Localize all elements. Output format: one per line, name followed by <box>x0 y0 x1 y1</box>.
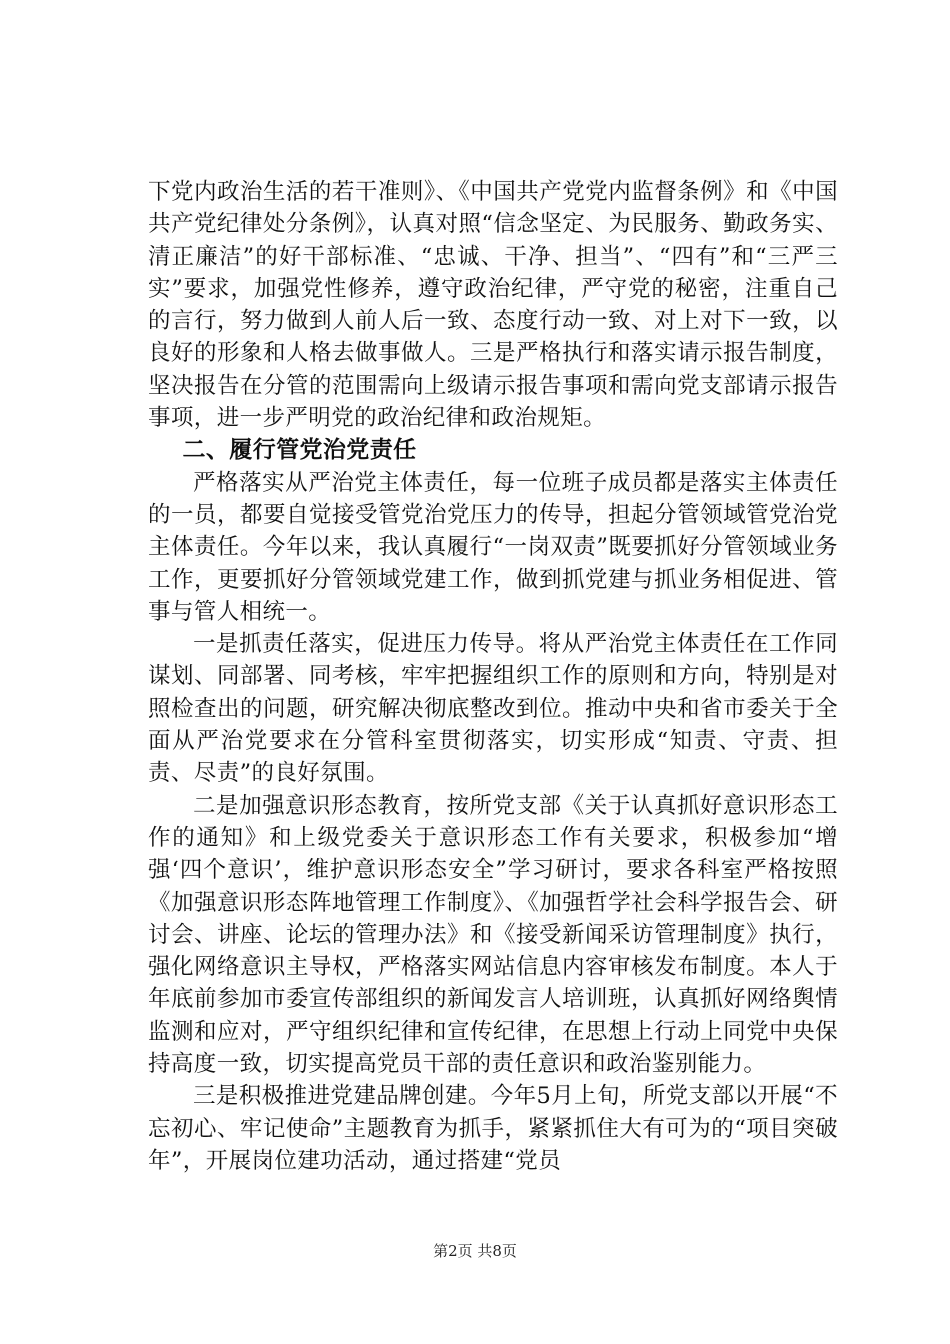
paragraph: 三是积极推进党建品牌创建。今年5月上旬，所党支部以开展“不忘初心、牢记使命”主题教育为抓手，紧紧抓住大有可为的“项目突破年”，开展岗位建功活动，通过搭建“党员 <box>148 1083 838 1174</box>
section-heading: 二、履行管党治党责任 <box>182 437 417 464</box>
paragraph: 严格落实从严治党主体责任，每一位班子成员都是落实主体责任的一员，都要自觉接受管党治党压力的传导，担起分管领域管党治党主体责任。今年以来，我认真履行“一岗双责”既要抓好分管领域业务工作，更要抓好分管领域党建工作，做到抓党建与抓业务相促进、管事与管人相统一。 <box>148 469 838 625</box>
page-number-footer: 第2页 共8页 <box>433 1242 517 1260</box>
paragraph-continuation: 下党内政治生活的若干准则》、《中国共产党党内监督条例》和《中国共产党纪律处分条例》，认真对照“信念坚定、为民服务、勤政务实、清正廉洁”的好干部标准、“忠诚、干净、担当”、“四有”和“三严三实”要求，加强党性修养，遵守政治纪律，严守党的秘密，注重自己的言行，努力做到人前人后一致、态度行动一致、对上对下一致，以良好的形象和人格去做事做人。三是严格执行和落实请示报告制度，坚决报告在分管的范围需向上级请示报告事项和需向党支部请示报告事项，进一步严明党的政治纪律和政治规矩。 <box>148 179 838 432</box>
document-body <box>148 176 838 1177</box>
paragraph: 二是加强意识形态教育，按所党支部《关于认真抓好意识形态工作的通知》和上级党委关于意识形态工作有关要求，积极参加“增强‘四个意识’，维护意识形态安全”学习研讨，要求各科室严格按照《加强意识形态阵地管理工作制度》、《加强哲学社会科学报告会、研讨会、讲座、论坛的管理办法》和《接受新闻采访管理制度》执行，强化网络意识主导权，严格落实网站信息内容审核发布制度。本人于年底前参加市委宣传部组织的新闻发言人培训班，认真抓好网络舆情监测和应对，严守组织纪律和宣传纪律，在思想上行动上同党中央保持高度一致，切实提高党员干部的责任意识和政治鉴别能力。 <box>148 792 838 1078</box>
paragraph: 一是抓责任落实，促进压力传导。将从严治党主体责任在工作同谋划、同部署、同考核，牢牢把握组织工作的原则和方向，特别是对照检查出的问题，研究解决彻底整改到位。推动中央和省市委关于全面从严治党要求在分管科室贯彻落实，切实形成“知责、守责、担责、尽责”的良好氛围。 <box>148 631 838 787</box>
